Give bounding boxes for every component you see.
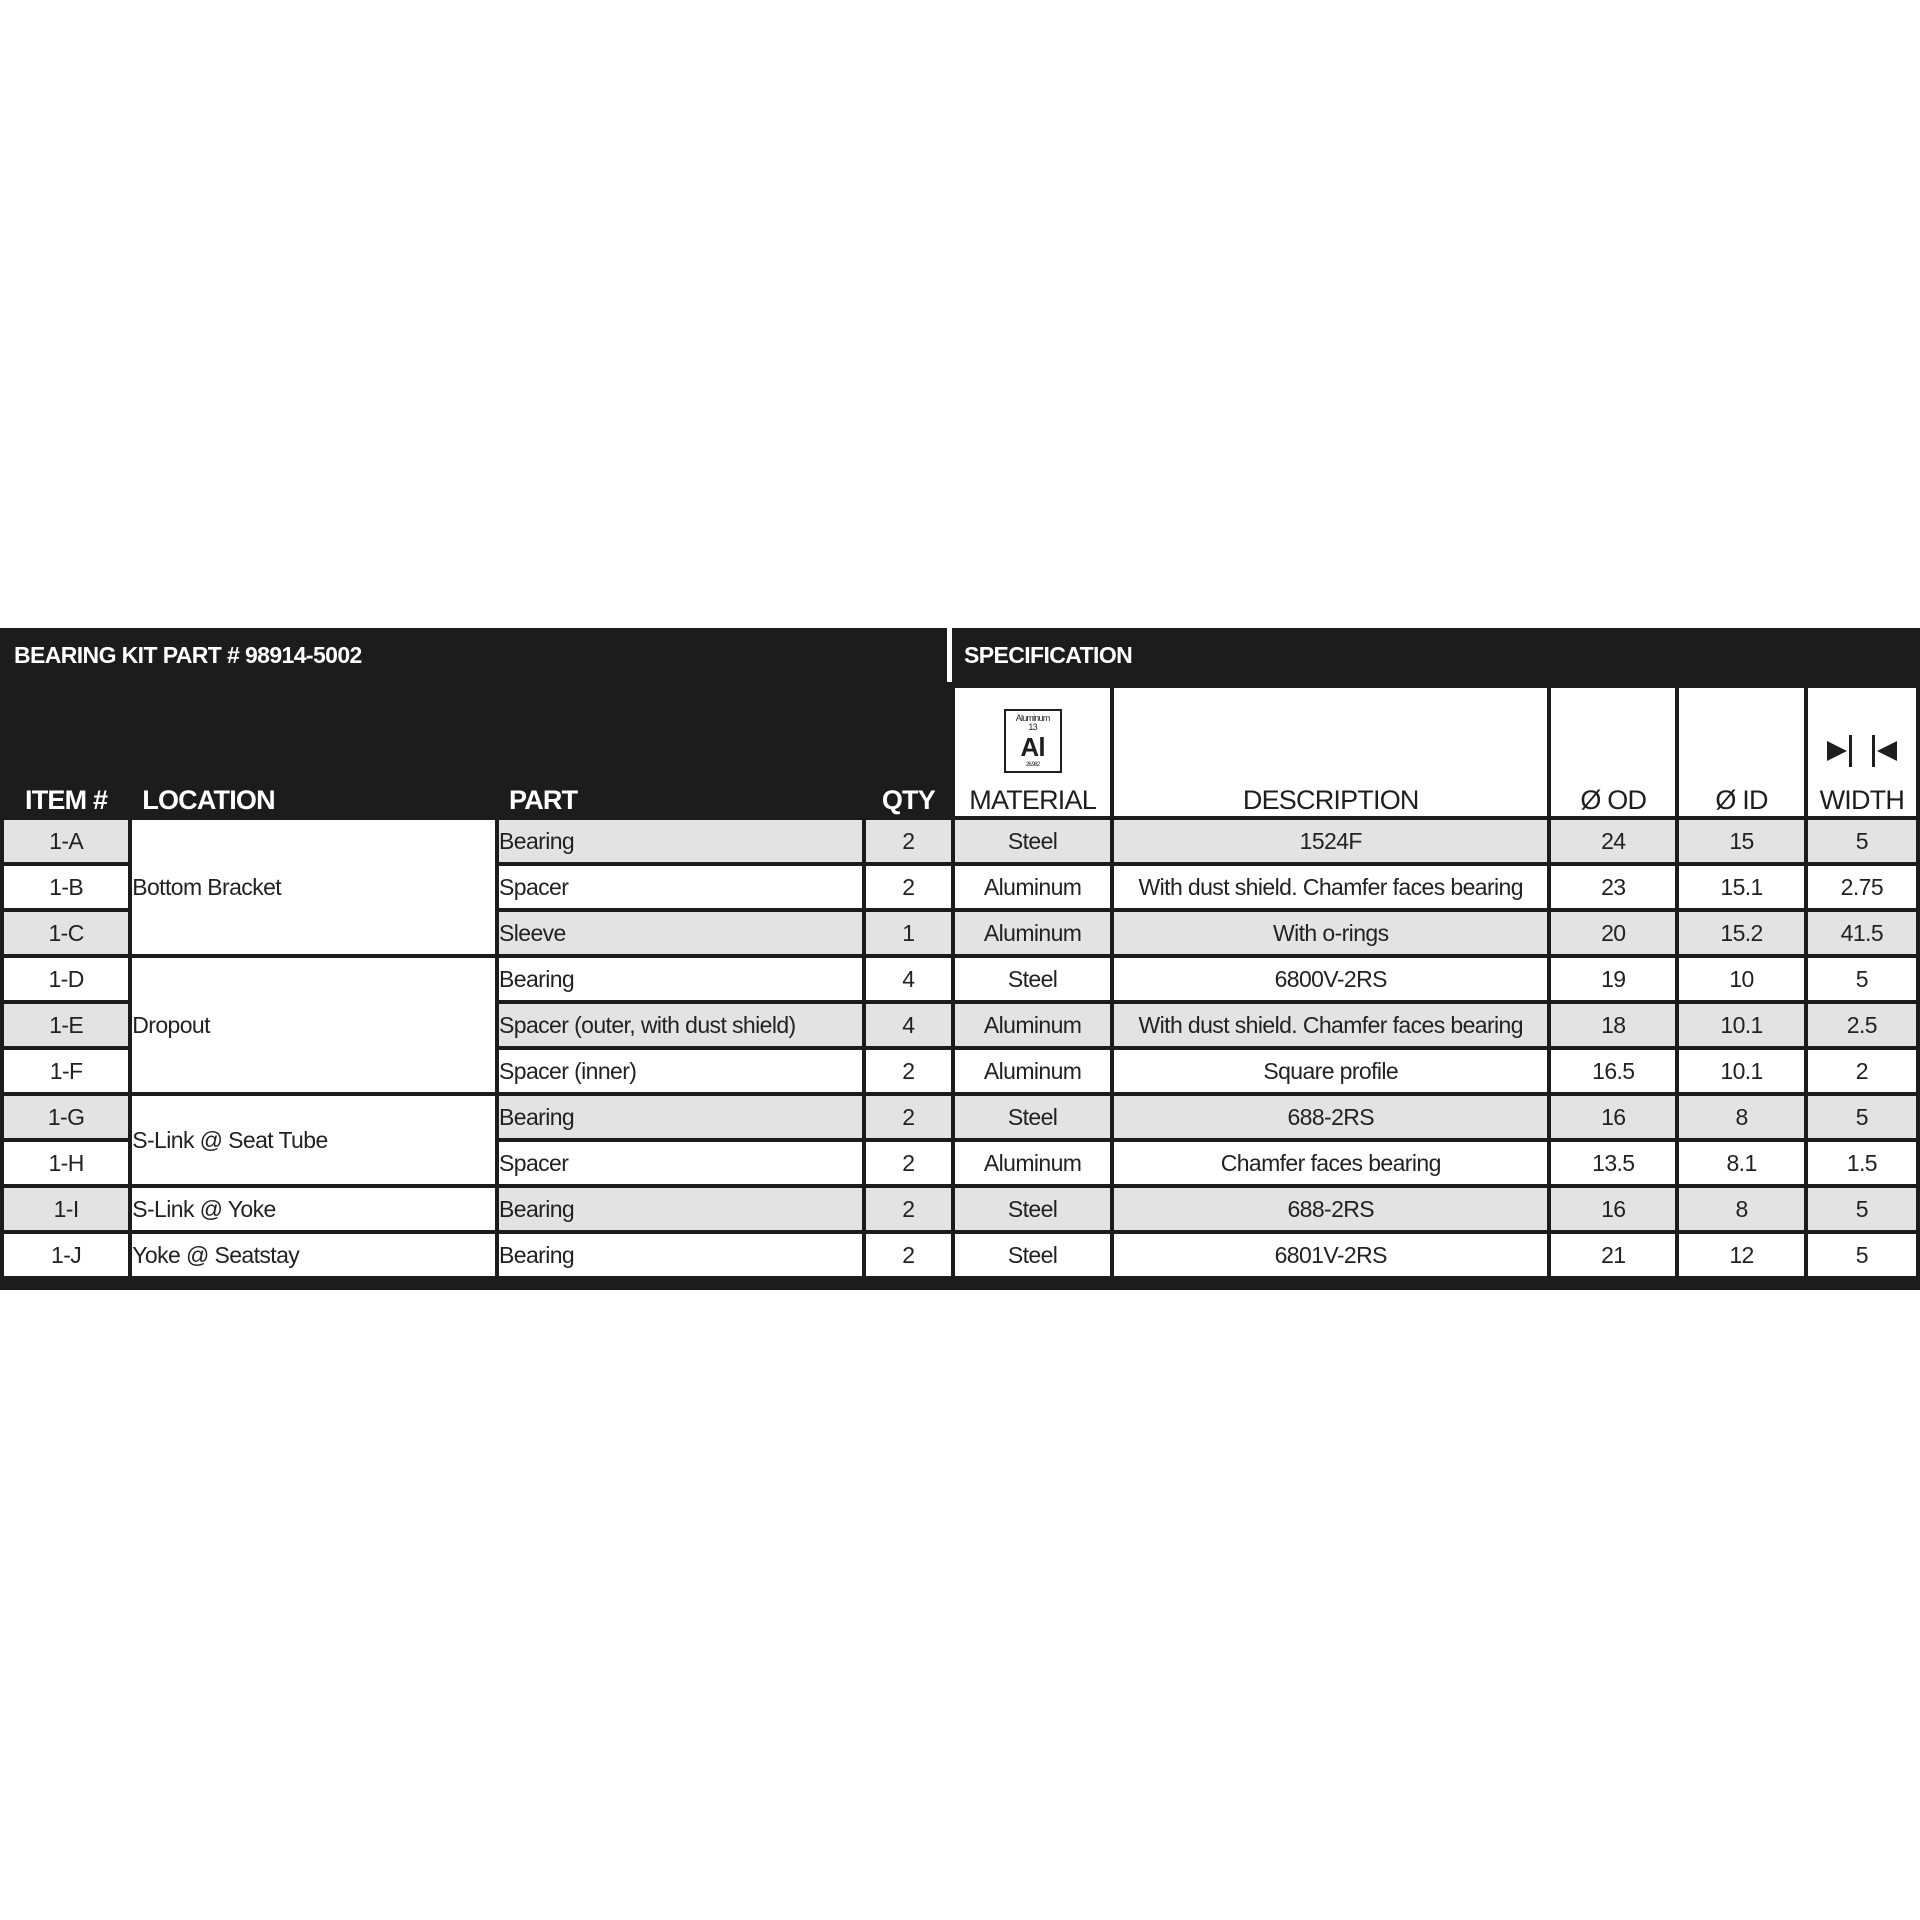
outer-diameter-cell: 18 [1551,1004,1675,1046]
col-header-description: DESCRIPTION [1114,688,1547,816]
col-header-qty: QTY [866,688,951,816]
material-cell: Aluminum [955,912,1110,954]
material-cell: Aluminum [955,1142,1110,1184]
qty-cell: 2 [866,1050,951,1092]
element-symbol: Al [1020,732,1045,762]
description-cell: With o-rings [1114,912,1547,954]
material-cell: Steel [955,1096,1110,1138]
part-cell: Spacer [499,866,862,908]
aluminum-element-icon: Aluminum 13 Al 26.982 [1004,709,1062,773]
item-number-cell: 1-B [4,866,128,908]
part-cell: Sleeve [499,912,862,954]
col-header-width [1808,688,1916,816]
width-cell: 2 [1808,1050,1916,1092]
item-number-cell: 1-J [4,1234,128,1276]
inner-diameter-cell: 12 [1679,1234,1803,1276]
atomic-number: 13 [1028,722,1037,732]
col-header-od: Ø OD [1551,688,1675,816]
table-row [4,958,1916,1000]
width-cell: 5 [1808,1234,1916,1276]
item-number-cell: 1-E [4,1004,128,1046]
part-cell: Bearing [499,1096,862,1138]
item-number-cell: 1-C [4,912,128,954]
material-cell: Steel [955,1188,1110,1230]
table-row [4,1188,1916,1230]
qty-cell: 4 [866,1004,951,1046]
part-cell: Bearing [499,1234,862,1276]
description-cell: Square profile [1114,1050,1547,1092]
description-cell: With dust shield. Chamfer faces bearing [1114,1004,1547,1046]
inner-diameter-cell: 8 [1679,1096,1803,1138]
material-cell: Steel [955,958,1110,1000]
description-cell: 6800V-2RS [1114,958,1547,1000]
inner-diameter-cell: 8 [1679,1188,1803,1230]
outer-diameter-cell: 16.5 [1551,1050,1675,1092]
inner-diameter-cell: 8.1 [1679,1142,1803,1184]
outer-diameter-cell: 20 [1551,912,1675,954]
description-cell: 688-2RS [1114,1096,1547,1138]
qty-cell: 2 [866,1234,951,1276]
part-cell: Spacer [499,1142,862,1184]
col-header-location: LOCATION [132,688,495,816]
width-cell: 2.75 [1808,866,1916,908]
col-header-id: Ø ID [1679,688,1803,816]
bearing-kit-table [0,628,1920,1290]
outer-diameter-cell: 16 [1551,1188,1675,1230]
description-cell: 1524F [1114,820,1547,862]
description-cell: 688-2RS [1114,1188,1547,1230]
inner-diameter-cell: 10 [1679,958,1803,1000]
width-cell: 2.5 [1808,1004,1916,1046]
item-number-cell: 1-F [4,1050,128,1092]
description-cell: Chamfer faces bearing [1114,1142,1547,1184]
col-header-material [955,688,1110,816]
outer-diameter-cell: 21 [1551,1234,1675,1276]
part-cell: Spacer (outer, with dust shield) [499,1004,862,1046]
item-number-cell: 1-I [4,1188,128,1230]
item-number-cell: 1-H [4,1142,128,1184]
width-cell: 1.5 [1808,1142,1916,1184]
description-cell: 6801V-2RS [1114,1234,1547,1276]
item-number-cell: 1-A [4,820,128,862]
part-cell: Bearing [499,820,862,862]
column-header-row [4,688,1916,816]
inner-diameter-cell: 15.2 [1679,912,1803,954]
location-cell: Dropout [132,958,495,1092]
table-row [4,1234,1916,1276]
outer-diameter-cell: 24 [1551,820,1675,862]
location-cell: S-Link @ Seat Tube [132,1096,495,1184]
material-cell: Steel [955,1234,1110,1276]
location-cell: Bottom Bracket [132,820,495,954]
inner-diameter-cell: 10.1 [1679,1004,1803,1046]
location-cell: Yoke @ Seatstay [132,1234,495,1276]
part-cell: Bearing [499,958,862,1000]
qty-cell: 4 [866,958,951,1000]
kit-part-header: BEARING KIT PART # 98914-5002 [0,628,947,682]
location-cell: S-Link @ Yoke [132,1188,495,1230]
table-row [4,820,1916,862]
parts-table [0,684,1920,1280]
outer-diameter-cell: 13.5 [1551,1142,1675,1184]
inner-diameter-cell: 15 [1679,820,1803,862]
width-cell: 5 [1808,958,1916,1000]
width-cell: 41.5 [1808,912,1916,954]
specification-header: SPECIFICATION [952,628,1920,682]
outer-diameter-cell: 16 [1551,1096,1675,1138]
col-header-width-label: WIDTH [1819,785,1905,815]
description-cell: With dust shield. Chamfer faces bearing [1114,866,1547,908]
table-body [4,820,1916,1276]
qty-cell: 2 [866,1096,951,1138]
inner-diameter-cell: 10.1 [1679,1050,1803,1092]
qty-cell: 1 [866,912,951,954]
width-cell: 5 [1808,1188,1916,1230]
width-arrows-icon [1823,729,1901,773]
material-cell: Aluminum [955,866,1110,908]
col-header-part: PART [499,688,862,816]
qty-cell: 2 [866,1188,951,1230]
item-number-cell: 1-D [4,958,128,1000]
material-cell: Aluminum [955,1050,1110,1092]
width-cell: 5 [1808,1096,1916,1138]
item-number-cell: 1-G [4,1096,128,1138]
inner-diameter-cell: 15.1 [1679,866,1803,908]
outer-diameter-cell: 19 [1551,958,1675,1000]
part-cell: Bearing [499,1188,862,1230]
table-row [4,1096,1916,1138]
outer-diameter-cell: 23 [1551,866,1675,908]
qty-cell: 2 [866,820,951,862]
width-cell: 5 [1808,820,1916,862]
material-cell: Aluminum [955,1004,1110,1046]
col-header-item: ITEM # [4,688,128,816]
qty-cell: 2 [866,866,951,908]
col-header-material-label: MATERIAL [969,785,1096,815]
qty-cell: 2 [866,1142,951,1184]
part-cell: Spacer (inner) [499,1050,862,1092]
material-cell: Steel [955,820,1110,862]
